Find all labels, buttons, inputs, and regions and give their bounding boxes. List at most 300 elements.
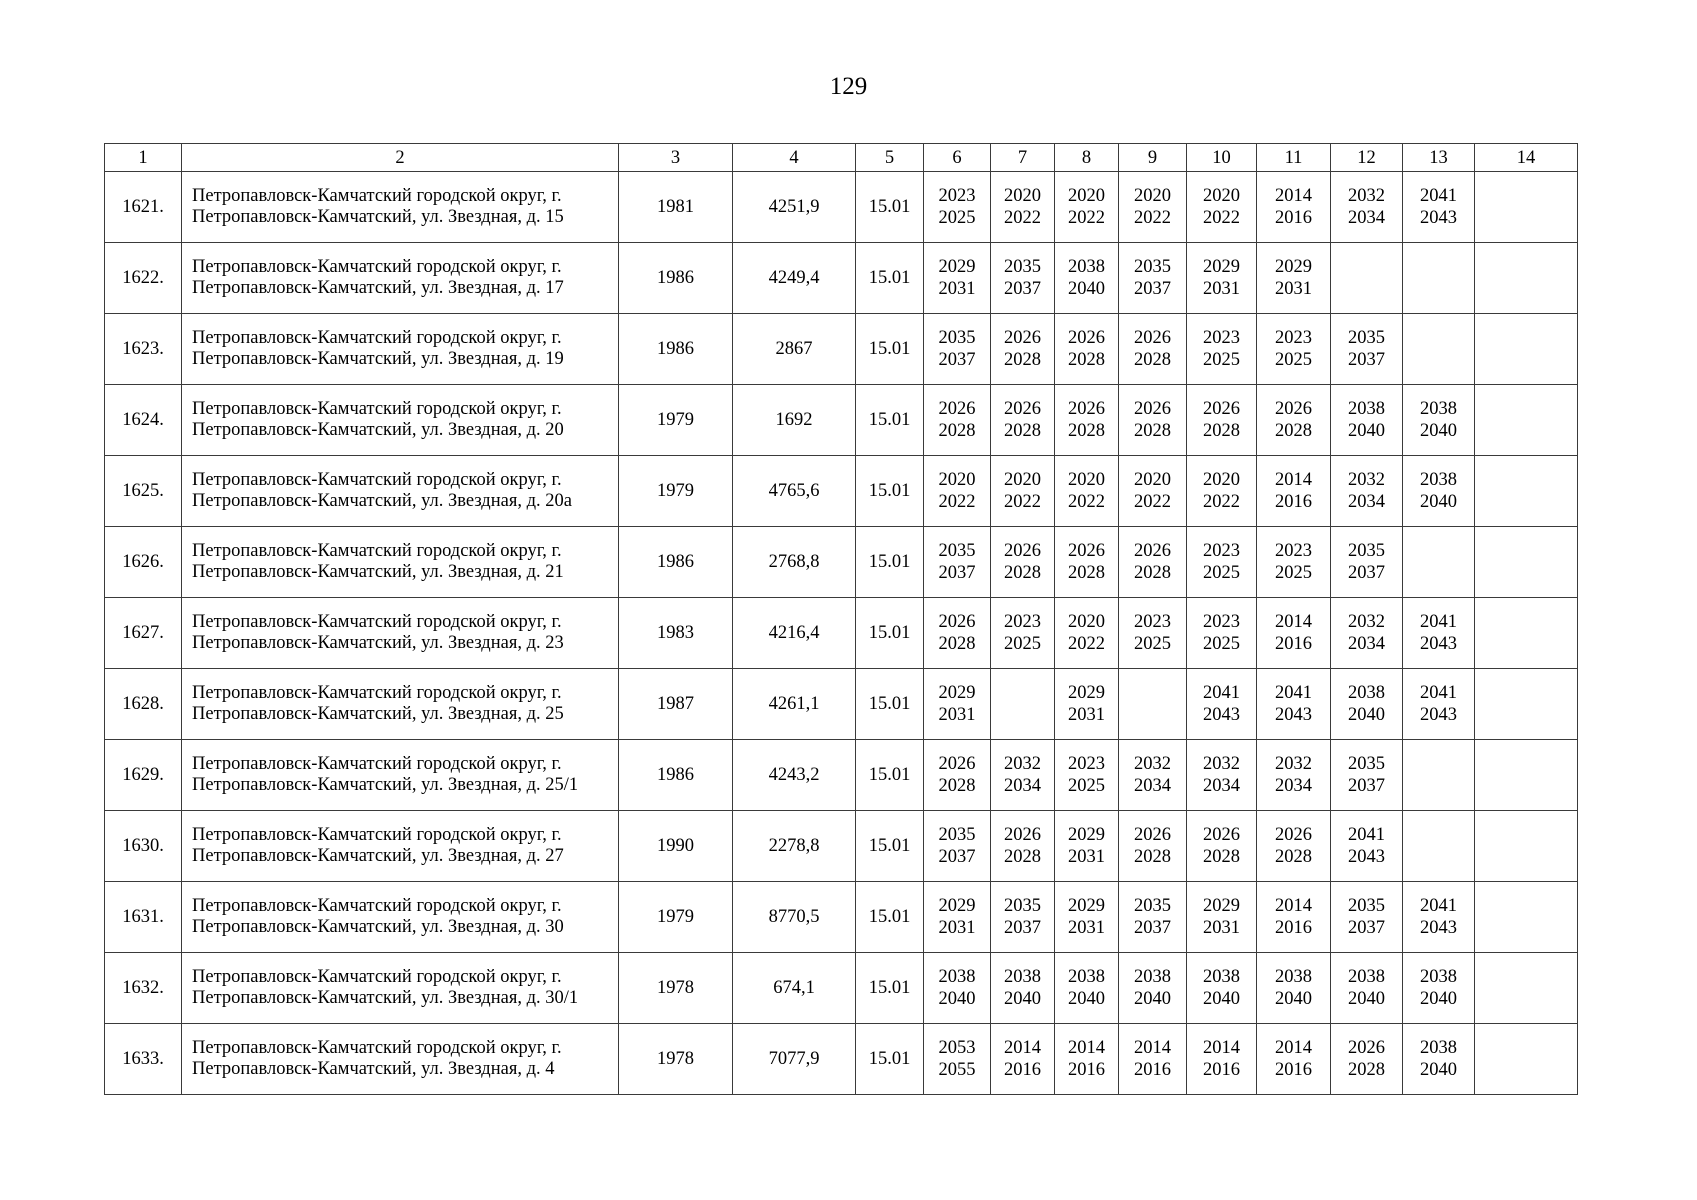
- address-cell: Петропавловск-Камчатский городской округ, г. Петропавловск-Камчатский, ул. Звездная, д. 21: [182, 527, 619, 598]
- period-end-year: 2028: [1203, 847, 1240, 867]
- period-start-year: 2038: [938, 967, 976, 987]
- period-end-year: 2040: [1348, 989, 1385, 1009]
- period-cell-col-14: [1475, 527, 1578, 598]
- period-cell-col-14: [1475, 243, 1578, 314]
- period-cell-col-6: [924, 172, 991, 243]
- address-cell: Петропавловск-Камчатский городской округ, г. Петропавловск-Камчатский, ул. Звездная, д. 27: [182, 811, 619, 882]
- table-row: [105, 1024, 1578, 1095]
- period-cell-col-13: [1403, 882, 1475, 953]
- code-cell: 15.01: [856, 882, 924, 953]
- period-start-year: 2035: [938, 328, 976, 348]
- period-cell-col-10: [1187, 740, 1257, 811]
- period-cell-col-11: [1257, 882, 1331, 953]
- period-end-year: 2031: [1203, 918, 1240, 938]
- period-cell-col-10: [1187, 243, 1257, 314]
- period-cell-col-14: [1475, 314, 1578, 385]
- address-cell: Петропавловск-Камчатский городской округ, г. Петропавловск-Камчатский, ул. Звездная, д. 19: [182, 314, 619, 385]
- construction-year-cell: 1978: [619, 953, 733, 1024]
- period-start-year: 2038: [1348, 399, 1385, 419]
- period-end-year: 2028: [1068, 421, 1105, 441]
- period-start-year: 2032: [1134, 754, 1171, 774]
- address-cell: Петропавловск-Камчатский городской округ, г. Петропавловск-Камчатский, ул. Звездная, д. 25/1: [182, 740, 619, 811]
- period-end-year: 2028: [1068, 350, 1105, 370]
- period-start-year: 2020: [1068, 470, 1105, 490]
- period-end-year: 2031: [938, 918, 976, 938]
- period-cell-col-12: [1331, 385, 1403, 456]
- period-end-year: 2040: [1420, 492, 1457, 512]
- period-cell-col-11: [1257, 1024, 1331, 1095]
- period-end-year: 2034: [1348, 492, 1385, 512]
- period-end-year: 2016: [1134, 1060, 1171, 1080]
- period-start-year: 2038: [1420, 1038, 1457, 1058]
- area-cell: 4243,2: [733, 740, 856, 811]
- period-cell-col-10: [1187, 456, 1257, 527]
- period-start-year: 2038: [1420, 967, 1457, 987]
- period-start-year: 2035: [1348, 541, 1385, 561]
- period-cell-col-11: [1257, 385, 1331, 456]
- table-row: [105, 669, 1578, 740]
- period-cell-col-12: [1331, 811, 1403, 882]
- period-start-year: 2029: [938, 257, 976, 277]
- row-number-cell: 1633.: [105, 1024, 182, 1095]
- period-cell-col-7: [991, 1024, 1055, 1095]
- period-start-year: 2020: [1068, 612, 1105, 632]
- period-start-year: 2035: [1348, 896, 1385, 916]
- period-end-year: 2022: [1203, 208, 1240, 228]
- period-cell-col-6: [924, 1024, 991, 1095]
- period-start-year: 2026: [1203, 399, 1240, 419]
- area-cell: 4261,1: [733, 669, 856, 740]
- period-cell-col-7: [991, 172, 1055, 243]
- period-end-year: 2034: [1348, 634, 1385, 654]
- period-cell-col-8: [1055, 456, 1119, 527]
- period-cell-col-12: [1331, 882, 1403, 953]
- period-cell-col-7: [991, 598, 1055, 669]
- period-start-year: 2023: [1275, 328, 1312, 348]
- period-cell-col-6: [924, 314, 991, 385]
- period-cell-col-12: [1331, 669, 1403, 740]
- period-start-year: 2038: [1068, 257, 1105, 277]
- period-cell-col-8: [1055, 314, 1119, 385]
- period-end-year: 2022: [1134, 492, 1171, 512]
- column-header-7: 7: [991, 144, 1055, 172]
- period-cell-col-7: [991, 882, 1055, 953]
- period-end-year: 2034: [1348, 208, 1385, 228]
- period-cell-col-12: [1331, 456, 1403, 527]
- period-cell-col-14: [1475, 669, 1578, 740]
- period-end-year: 2043: [1275, 705, 1312, 725]
- address-cell: Петропавловск-Камчатский городской округ, г. Петропавловск-Камчатский, ул. Звездная, д. 15: [182, 172, 619, 243]
- period-end-year: 2043: [1420, 634, 1457, 654]
- period-start-year: 2035: [1134, 896, 1171, 916]
- row-number-cell: 1631.: [105, 882, 182, 953]
- table-row: [105, 385, 1578, 456]
- period-cell-col-12: [1331, 598, 1403, 669]
- period-start-year: 2020: [938, 470, 976, 490]
- period-end-year: 2025: [1275, 350, 1312, 370]
- period-cell-col-10: [1187, 385, 1257, 456]
- period-start-year: 2041: [1275, 683, 1312, 703]
- period-start-year: 2038: [1348, 967, 1385, 987]
- registry-table: [104, 143, 1578, 1095]
- period-cell-col-11: [1257, 811, 1331, 882]
- period-end-year: 2028: [1348, 1060, 1385, 1080]
- period-cell-col-9: [1119, 598, 1187, 669]
- construction-year-cell: 1990: [619, 811, 733, 882]
- period-cell-col-8: [1055, 669, 1119, 740]
- area-cell: 674,1: [733, 953, 856, 1024]
- period-cell-col-14: [1475, 1024, 1578, 1095]
- period-cell-col-7: [991, 385, 1055, 456]
- period-start-year: 2023: [1203, 541, 1240, 561]
- period-cell-col-9: [1119, 669, 1187, 740]
- row-number-cell: 1630.: [105, 811, 182, 882]
- period-cell-col-7: [991, 314, 1055, 385]
- period-start-year: 2032: [1348, 186, 1385, 206]
- code-cell: 15.01: [856, 314, 924, 385]
- construction-year-cell: 1986: [619, 740, 733, 811]
- period-start-year: 2026: [938, 612, 976, 632]
- period-end-year: 2037: [1348, 350, 1385, 370]
- period-start-year: 2026: [1134, 328, 1171, 348]
- table-row: [105, 243, 1578, 314]
- period-cell-col-9: [1119, 1024, 1187, 1095]
- period-start-year: 2035: [1134, 257, 1171, 277]
- period-end-year: 2025: [1068, 776, 1105, 796]
- period-start-year: 2026: [938, 399, 976, 419]
- period-cell-col-6: [924, 740, 991, 811]
- period-cell-col-12: [1331, 172, 1403, 243]
- period-cell-col-7: [991, 811, 1055, 882]
- period-cell-col-13: [1403, 385, 1475, 456]
- period-cell-col-6: [924, 527, 991, 598]
- period-start-year: 2014: [1275, 1038, 1312, 1058]
- period-start-year: 2020: [1203, 186, 1240, 206]
- period-start-year: 2026: [1134, 541, 1171, 561]
- period-cell-col-10: [1187, 598, 1257, 669]
- period-cell-col-11: [1257, 243, 1331, 314]
- period-start-year: 2023: [1134, 612, 1171, 632]
- area-cell: 4251,9: [733, 172, 856, 243]
- period-cell-col-14: [1475, 740, 1578, 811]
- period-start-year: 2035: [938, 825, 976, 845]
- period-start-year: 2053: [938, 1038, 976, 1058]
- period-end-year: 2028: [1134, 350, 1171, 370]
- period-cell-col-6: [924, 598, 991, 669]
- period-end-year: 2016: [1275, 1060, 1312, 1080]
- row-number-cell: 1625.: [105, 456, 182, 527]
- period-start-year: 2014: [1203, 1038, 1240, 1058]
- period-end-year: 2022: [1068, 492, 1105, 512]
- construction-year-cell: 1987: [619, 669, 733, 740]
- period-cell-col-8: [1055, 172, 1119, 243]
- period-start-year: 2029: [1068, 896, 1105, 916]
- code-cell: 15.01: [856, 953, 924, 1024]
- row-number-cell: 1628.: [105, 669, 182, 740]
- construction-year-cell: 1979: [619, 882, 733, 953]
- period-start-year: 2020: [1004, 186, 1041, 206]
- period-cell-col-6: [924, 811, 991, 882]
- table-row: [105, 740, 1578, 811]
- period-start-year: 2029: [938, 896, 976, 916]
- period-start-year: 2026: [1004, 328, 1041, 348]
- address-cell: Петропавловск-Камчатский городской округ, г. Петропавловск-Камчатский, ул. Звездная, д. 25: [182, 669, 619, 740]
- period-cell-col-8: [1055, 1024, 1119, 1095]
- column-header-2: 2: [182, 144, 619, 172]
- column-header-8: 8: [1055, 144, 1119, 172]
- address-cell: Петропавловск-Камчатский городской округ, г. Петропавловск-Камчатский, ул. Звездная, д. 30/1: [182, 953, 619, 1024]
- code-cell: 15.01: [856, 669, 924, 740]
- period-end-year: 2031: [1068, 918, 1105, 938]
- period-start-year: 2023: [1068, 754, 1105, 774]
- area-cell: 4765,6: [733, 456, 856, 527]
- period-cell-col-9: [1119, 172, 1187, 243]
- period-cell-col-7: [991, 527, 1055, 598]
- construction-year-cell: 1986: [619, 243, 733, 314]
- code-cell: 15.01: [856, 385, 924, 456]
- period-end-year: 2028: [1134, 847, 1171, 867]
- period-start-year: 2026: [1275, 399, 1312, 419]
- period-end-year: 2016: [1275, 208, 1312, 228]
- period-start-year: 2029: [1203, 257, 1240, 277]
- period-end-year: 2028: [938, 776, 976, 796]
- row-number-cell: 1626.: [105, 527, 182, 598]
- period-end-year: 2040: [1004, 989, 1041, 1009]
- period-cell-col-6: [924, 243, 991, 314]
- period-start-year: 2038: [1420, 399, 1457, 419]
- period-cell-col-12: [1331, 953, 1403, 1024]
- period-end-year: 2016: [1004, 1060, 1041, 1080]
- period-start-year: 2026: [1068, 541, 1105, 561]
- area-cell: 4216,4: [733, 598, 856, 669]
- row-number-cell: 1627.: [105, 598, 182, 669]
- period-end-year: 2028: [1004, 563, 1041, 583]
- period-cell-col-11: [1257, 740, 1331, 811]
- period-start-year: 2029: [1068, 683, 1105, 703]
- construction-year-cell: 1983: [619, 598, 733, 669]
- period-end-year: 2040: [1420, 421, 1457, 441]
- period-cell-col-7: [991, 456, 1055, 527]
- period-start-year: 2041: [1348, 825, 1385, 845]
- period-cell-col-6: [924, 953, 991, 1024]
- period-start-year: 2020: [1068, 186, 1105, 206]
- period-end-year: 2028: [1004, 421, 1041, 441]
- period-end-year: 2022: [1203, 492, 1240, 512]
- row-number-cell: 1621.: [105, 172, 182, 243]
- period-cell-col-14: [1475, 882, 1578, 953]
- period-start-year: 2035: [1348, 754, 1385, 774]
- period-start-year: 2041: [1420, 186, 1457, 206]
- column-header-10: 10: [1187, 144, 1257, 172]
- area-cell: 4249,4: [733, 243, 856, 314]
- column-header-13: 13: [1403, 144, 1475, 172]
- period-cell-col-7: [991, 953, 1055, 1024]
- period-cell-col-9: [1119, 953, 1187, 1024]
- period-cell-col-6: [924, 669, 991, 740]
- code-cell: 15.01: [856, 456, 924, 527]
- period-start-year: 2026: [1134, 825, 1171, 845]
- period-cell-col-6: [924, 456, 991, 527]
- period-cell-col-12: [1331, 527, 1403, 598]
- period-end-year: 2043: [1420, 208, 1457, 228]
- address-cell: Петропавловск-Камчатский городской округ, г. Петропавловск-Камчатский, ул. Звездная, д. 20а: [182, 456, 619, 527]
- period-end-year: 2037: [938, 847, 976, 867]
- period-cell-col-12: [1331, 1024, 1403, 1095]
- period-end-year: 2040: [1348, 705, 1385, 725]
- period-cell-col-13: [1403, 1024, 1475, 1095]
- period-start-year: 2038: [1134, 967, 1171, 987]
- table-header: [105, 144, 1578, 172]
- period-end-year: 2040: [1275, 989, 1312, 1009]
- period-cell-col-11: [1257, 598, 1331, 669]
- period-start-year: 2026: [1275, 825, 1312, 845]
- period-cell-col-6: [924, 882, 991, 953]
- period-start-year: 2026: [1068, 399, 1105, 419]
- column-header-9: 9: [1119, 144, 1187, 172]
- construction-year-cell: 1979: [619, 385, 733, 456]
- period-cell-col-10: [1187, 314, 1257, 385]
- period-end-year: 2037: [1134, 918, 1171, 938]
- column-header-4: 4: [733, 144, 856, 172]
- period-end-year: 2037: [1348, 776, 1385, 796]
- period-end-year: 2037: [938, 350, 976, 370]
- period-cell-col-11: [1257, 456, 1331, 527]
- period-cell-col-10: [1187, 953, 1257, 1024]
- period-cell-col-13: [1403, 669, 1475, 740]
- period-start-year: 2020: [1004, 470, 1041, 490]
- period-end-year: 2022: [1004, 208, 1041, 228]
- area-cell: 1692: [733, 385, 856, 456]
- period-end-year: 2037: [1348, 918, 1385, 938]
- period-start-year: 2023: [1275, 541, 1312, 561]
- period-cell-col-13: [1403, 740, 1475, 811]
- period-cell-col-13: [1403, 172, 1475, 243]
- area-cell: 2867: [733, 314, 856, 385]
- period-start-year: 2023: [938, 186, 976, 206]
- period-end-year: 2043: [1203, 705, 1240, 725]
- period-start-year: 2014: [1275, 612, 1312, 632]
- period-start-year: 2035: [1004, 257, 1041, 277]
- period-cell-col-7: [991, 243, 1055, 314]
- period-start-year: 2038: [1203, 967, 1240, 987]
- period-end-year: 2022: [938, 492, 976, 512]
- period-end-year: 2028: [1004, 847, 1041, 867]
- construction-year-cell: 1981: [619, 172, 733, 243]
- period-end-year: 2028: [1203, 421, 1240, 441]
- period-cell-col-8: [1055, 740, 1119, 811]
- period-end-year: 2040: [1420, 989, 1457, 1009]
- period-end-year: 2031: [1203, 279, 1240, 299]
- table-row: [105, 314, 1578, 385]
- period-start-year: 2026: [1203, 825, 1240, 845]
- period-cell-col-8: [1055, 882, 1119, 953]
- period-end-year: 2040: [938, 989, 976, 1009]
- column-header-12: 12: [1331, 144, 1403, 172]
- period-end-year: 2034: [1134, 776, 1171, 796]
- period-end-year: 2037: [1348, 563, 1385, 583]
- period-start-year: 2038: [1420, 470, 1457, 490]
- period-start-year: 2014: [1004, 1038, 1041, 1058]
- period-end-year: 2028: [1068, 563, 1105, 583]
- period-start-year: 2023: [1203, 612, 1240, 632]
- code-cell: 15.01: [856, 740, 924, 811]
- period-start-year: 2029: [1068, 825, 1105, 845]
- period-end-year: 2055: [938, 1060, 976, 1080]
- period-end-year: 2043: [1420, 705, 1457, 725]
- period-end-year: 2040: [1068, 279, 1105, 299]
- period-cell-col-13: [1403, 598, 1475, 669]
- period-start-year: 2035: [938, 541, 976, 561]
- period-end-year: 2016: [1203, 1060, 1240, 1080]
- period-start-year: 2041: [1420, 896, 1457, 916]
- period-end-year: 2037: [938, 563, 976, 583]
- period-cell-col-9: [1119, 243, 1187, 314]
- period-cell-col-9: [1119, 811, 1187, 882]
- address-cell: Петропавловск-Камчатский городской округ, г. Петропавловск-Камчатский, ул. Звездная, д. 30: [182, 882, 619, 953]
- column-header-5: 5: [856, 144, 924, 172]
- period-end-year: 2016: [1275, 634, 1312, 654]
- period-start-year: 2029: [1275, 257, 1312, 277]
- period-end-year: 2022: [1068, 208, 1105, 228]
- construction-year-cell: 1979: [619, 456, 733, 527]
- period-end-year: 2037: [1004, 279, 1041, 299]
- period-cell-col-12: [1331, 314, 1403, 385]
- period-cell-col-8: [1055, 598, 1119, 669]
- period-cell-col-10: [1187, 1024, 1257, 1095]
- period-cell-col-6: [924, 385, 991, 456]
- code-cell: 15.01: [856, 811, 924, 882]
- period-start-year: 2041: [1420, 612, 1457, 632]
- period-cell-col-11: [1257, 527, 1331, 598]
- period-start-year: 2014: [1275, 896, 1312, 916]
- period-end-year: 2025: [1275, 563, 1312, 583]
- period-end-year: 2034: [1275, 776, 1312, 796]
- area-cell: 2278,8: [733, 811, 856, 882]
- area-cell: 8770,5: [733, 882, 856, 953]
- area-cell: 2768,8: [733, 527, 856, 598]
- row-number-cell: 1632.: [105, 953, 182, 1024]
- period-end-year: 2022: [1134, 208, 1171, 228]
- table-body: [105, 172, 1578, 1095]
- period-end-year: 2040: [1420, 1060, 1457, 1080]
- period-start-year: 2029: [1203, 896, 1240, 916]
- page-number: 129: [829, 73, 868, 100]
- code-cell: 15.01: [856, 243, 924, 314]
- period-end-year: 2028: [1134, 421, 1171, 441]
- address-cell: Петропавловск-Камчатский городской округ, г. Петропавловск-Камчатский, ул. Звездная, д. 20: [182, 385, 619, 456]
- period-end-year: 2040: [1134, 989, 1171, 1009]
- period-end-year: 2025: [1203, 563, 1240, 583]
- period-cell-col-9: [1119, 882, 1187, 953]
- period-end-year: 2040: [1203, 989, 1240, 1009]
- period-start-year: 2020: [1203, 470, 1240, 490]
- period-end-year: 2025: [1004, 634, 1041, 654]
- row-number-cell: 1623.: [105, 314, 182, 385]
- period-cell-col-13: [1403, 527, 1475, 598]
- code-cell: 15.01: [856, 172, 924, 243]
- period-start-year: 2023: [1004, 612, 1041, 632]
- period-end-year: 2040: [1068, 989, 1105, 1009]
- period-start-year: 2026: [938, 754, 976, 774]
- period-start-year: 2032: [1348, 612, 1385, 632]
- period-start-year: 2032: [1348, 470, 1385, 490]
- period-start-year: 2020: [1134, 470, 1171, 490]
- table-row: [105, 953, 1578, 1024]
- period-end-year: 2037: [1004, 918, 1041, 938]
- address-cell: Петропавловск-Камчатский городской округ, г. Петропавловск-Камчатский, ул. Звездная, д. 23: [182, 598, 619, 669]
- table-row: [105, 882, 1578, 953]
- period-cell-col-10: [1187, 669, 1257, 740]
